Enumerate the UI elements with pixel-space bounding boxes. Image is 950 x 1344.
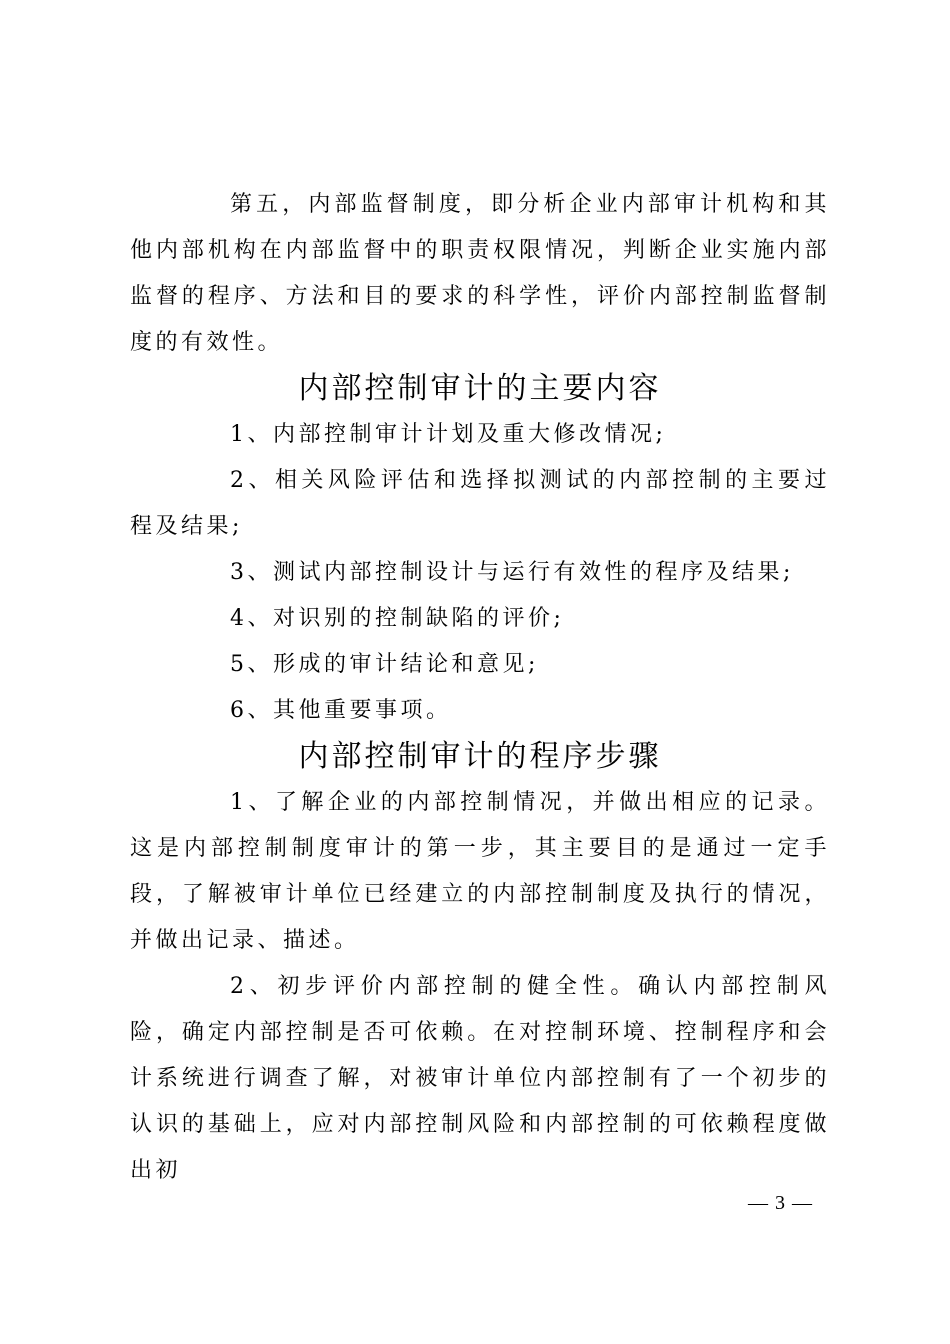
list-item: 2、相关风险评估和选择拟测试的内部控制的主要过程及结果; bbox=[130, 468, 830, 539]
section-title-main-content: 内部控制审计的主要内容 bbox=[298, 371, 662, 406]
list-item: 4、对识别的控制缺陷的评价; bbox=[230, 606, 565, 631]
intro-paragraph: 第五，内部监督制度，即分析企业内部审计机构和其他内部机构在内部监督中的职责权限情况，判断企业实施内部监督的程序、方法和目的要求的科学性，评价内部控制监督制度的有效性。 bbox=[130, 192, 830, 355]
list-item: 5、形成的审计结论和意见; bbox=[230, 652, 539, 677]
procedure-paragraph: 1、了解企业的内部控制情况，并做出相应的记录。这是内部控制制度审计的第一步，其主要目的是通过一定手段，了解被审计单位已经建立的内部控制制度及执行的情况，并做出记录、描述。 bbox=[130, 790, 830, 953]
list-item: 1、内部控制审计计划及重大修改情况; bbox=[230, 422, 667, 447]
list-item: 3、测试内部控制设计与运行有效性的程序及结果; bbox=[230, 560, 794, 585]
procedure-paragraph: 2、初步评价内部控制的健全性。确认内部控制风险，确定内部控制是否可依赖。在对控制环境、控制程序和会计系统进行调查了解，对被审计单位内部控制有了一个初步的认识的基础上，应对内部控制风险和内部控制的可依赖程度做出初 bbox=[130, 974, 830, 1183]
list-item: 6、其他重要事项。 bbox=[230, 698, 452, 723]
page-number: — 3 — bbox=[748, 1192, 813, 1214]
document-body bbox=[130, 182, 830, 1194]
section-title-procedure-steps: 内部控制审计的程序步骤 bbox=[298, 739, 662, 774]
